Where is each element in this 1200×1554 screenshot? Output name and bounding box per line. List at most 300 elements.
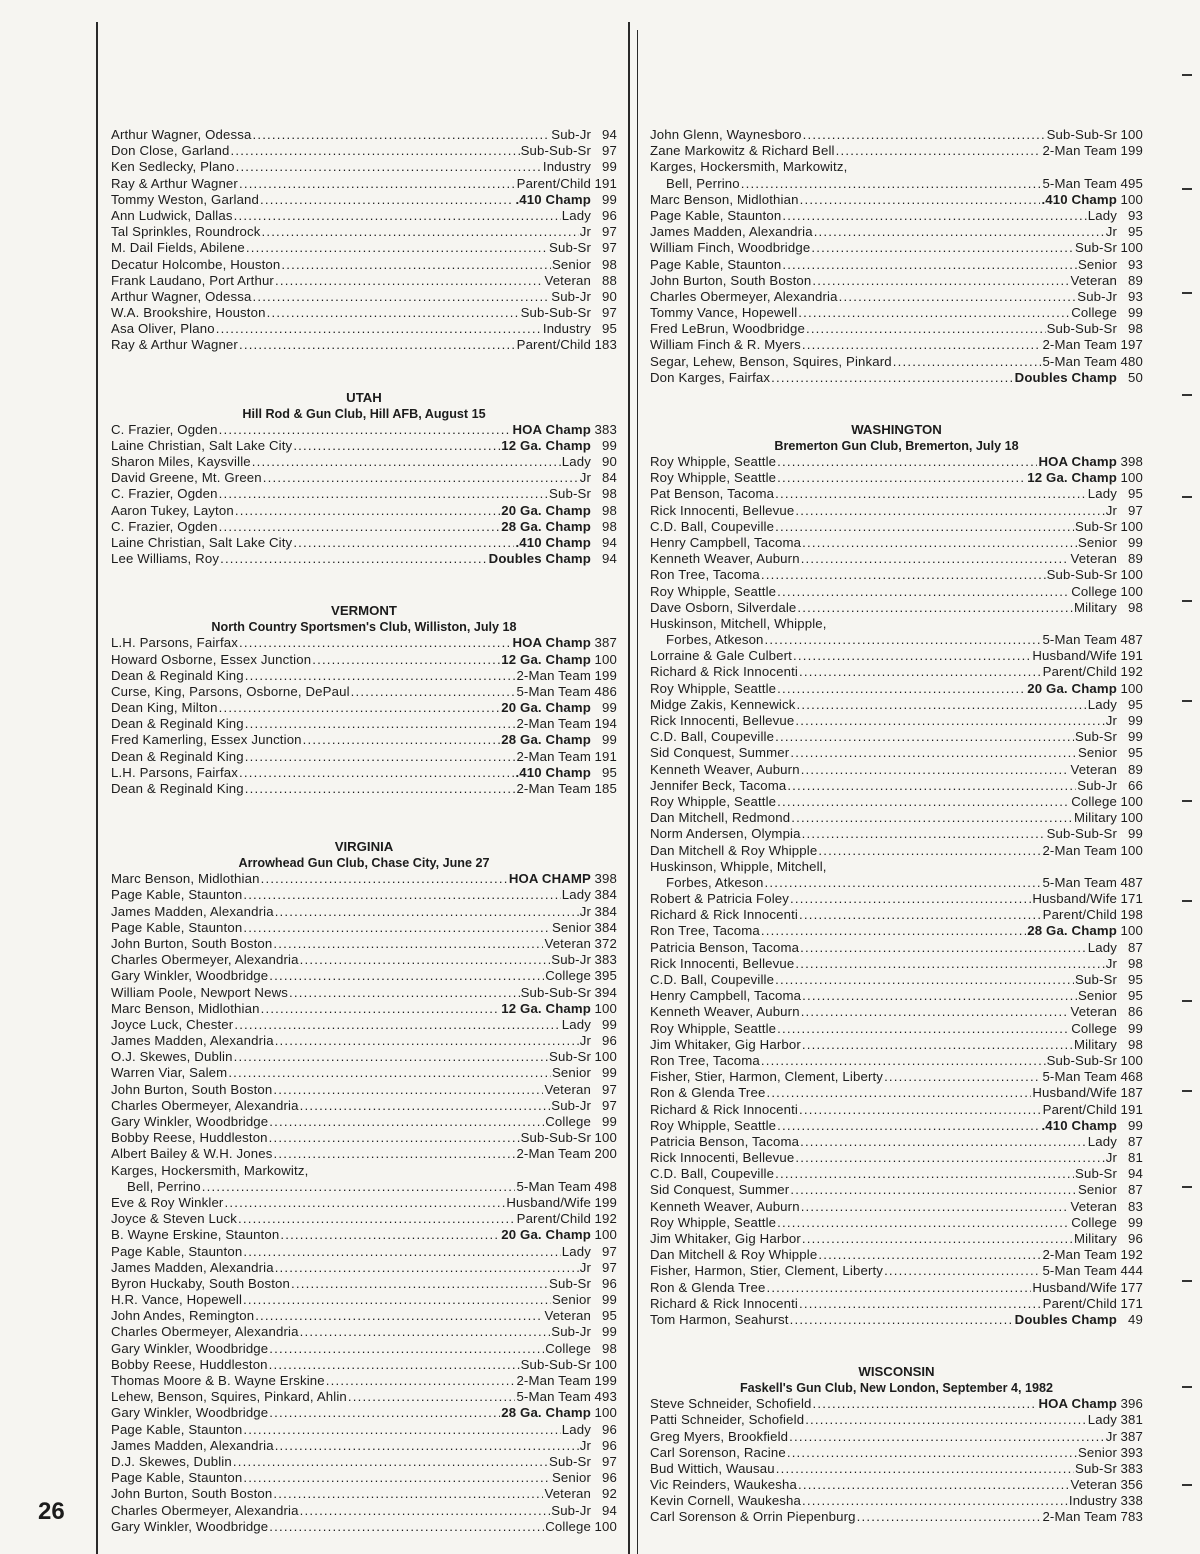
score-value: 398 bbox=[594, 871, 617, 887]
shooter-name: Richard & Rick Innocenti bbox=[650, 1101, 798, 1117]
result-row bbox=[650, 1429, 1143, 1445]
result-row bbox=[650, 1280, 1143, 1296]
dot-leader bbox=[326, 1373, 516, 1389]
shooter-name: William Poole, Newport News bbox=[111, 984, 289, 1000]
event-class: Sub-Sr bbox=[1075, 1460, 1117, 1476]
event-class: Sub-Sub-Sr bbox=[1046, 826, 1117, 842]
dot-leader bbox=[236, 159, 542, 175]
shooter-name: Fred LeBrun, Woodbridge bbox=[650, 321, 805, 337]
event-class: Senior bbox=[1077, 534, 1117, 550]
shooter-name: Arthur Wagner, Odessa bbox=[111, 127, 252, 142]
event-class: Jr bbox=[579, 1437, 591, 1453]
event-class: Doubles Champ bbox=[488, 551, 591, 567]
virginia-continued-list bbox=[650, 127, 1143, 386]
event-class: College bbox=[1071, 583, 1117, 599]
dot-leader bbox=[273, 1146, 515, 1162]
shooter-name: Vic Reinders, Waukesha bbox=[650, 1477, 797, 1493]
shooter-name: Karges, Hockersmith, Markowitz, bbox=[111, 1162, 309, 1178]
event-class: .410 Champ bbox=[515, 534, 591, 550]
shooter-name: Curse, King, Parsons, Osborne, DePaul bbox=[111, 683, 350, 699]
result-row bbox=[111, 535, 617, 551]
event-class: Veteran bbox=[544, 272, 591, 288]
shooter-name: Byron Huckaby, South Boston bbox=[111, 1275, 291, 1291]
event-class: College bbox=[1071, 305, 1117, 321]
state-heading-wisconsin: WISCONSIN bbox=[858, 1364, 935, 1380]
score-value: 183 bbox=[594, 337, 617, 353]
result-row bbox=[111, 936, 617, 952]
dot-leader bbox=[243, 920, 551, 936]
score-value: 94 bbox=[1128, 1166, 1143, 1182]
result-row bbox=[111, 1324, 617, 1340]
dot-leader bbox=[799, 907, 1042, 923]
score-value: 96 bbox=[1128, 1231, 1143, 1246]
shooter-name: William Finch, Woodbridge bbox=[650, 240, 811, 256]
event-class: College bbox=[545, 1340, 591, 1356]
score-value: 97 bbox=[602, 305, 617, 321]
dot-leader bbox=[802, 1231, 1073, 1247]
score-value: 191 bbox=[594, 748, 617, 764]
result-row bbox=[111, 732, 617, 748]
event-class: 12 Ga. Champ bbox=[501, 437, 591, 453]
score-value: 94 bbox=[602, 534, 617, 550]
utah-section bbox=[111, 390, 617, 568]
shooter-name: Marc Benson, Midlothian bbox=[111, 1000, 260, 1016]
result-row bbox=[111, 1470, 617, 1486]
event-class: 12 Ga. Champ bbox=[1027, 470, 1117, 486]
result-row bbox=[650, 1509, 1143, 1525]
result-row bbox=[650, 648, 1143, 664]
result-row bbox=[650, 875, 1143, 891]
event-class: Sub-Sr bbox=[549, 1275, 591, 1291]
score-value: 100 bbox=[1120, 127, 1143, 142]
result-row bbox=[650, 1263, 1143, 1279]
result-row bbox=[650, 681, 1143, 697]
dot-leader bbox=[777, 584, 1070, 600]
dot-leader bbox=[245, 716, 516, 732]
score-value: 89 bbox=[1128, 272, 1143, 288]
result-row bbox=[111, 176, 617, 192]
event-class: Jr bbox=[1105, 502, 1117, 518]
dot-leader bbox=[797, 600, 1073, 616]
result-row bbox=[650, 240, 1143, 256]
dot-leader bbox=[234, 1017, 560, 1033]
shooter-name: John Burton, South Boston bbox=[111, 1486, 273, 1502]
result-row bbox=[111, 952, 617, 968]
dot-leader bbox=[775, 486, 1087, 502]
event-class: 2-Man Team bbox=[1042, 1509, 1117, 1525]
shooter-name: Roy Whipple, Seattle bbox=[650, 583, 777, 599]
event-class: Jr bbox=[579, 224, 591, 240]
event-class: Senior bbox=[1077, 1444, 1117, 1460]
shooter-name: John Burton, South Boston bbox=[650, 272, 812, 288]
event-class: 2-Man Team bbox=[1042, 143, 1117, 159]
dot-leader bbox=[261, 1001, 501, 1017]
shooter-name: Rick Innocenti, Bellevue bbox=[650, 713, 795, 728]
score-value: 100 bbox=[594, 1000, 617, 1016]
event-class: HOA Champ bbox=[1038, 1396, 1117, 1412]
score-value: 93 bbox=[1128, 256, 1143, 272]
result-row bbox=[111, 700, 617, 716]
result-row bbox=[650, 1461, 1143, 1477]
dot-leader bbox=[802, 337, 1042, 353]
dot-leader bbox=[231, 143, 520, 159]
event-class: 2-Man Team bbox=[1042, 842, 1117, 858]
score-value: 468 bbox=[1120, 1069, 1143, 1085]
event-class: Veteran bbox=[544, 935, 591, 951]
result-row bbox=[111, 224, 617, 240]
result-row bbox=[111, 749, 617, 765]
shooter-name: Jim Whitaker, Gig Harbor bbox=[650, 1231, 801, 1246]
result-row bbox=[650, 257, 1143, 273]
dot-leader bbox=[233, 1454, 548, 1470]
shooter-name: Charles Obermeyer, Alexandria bbox=[111, 1097, 299, 1113]
dot-leader bbox=[243, 1244, 560, 1260]
dot-leader bbox=[801, 551, 1070, 567]
event-class: Sub-Sub-Sr bbox=[1046, 567, 1117, 583]
shooter-name: Richard & Rick Innocenti bbox=[650, 1295, 798, 1311]
dot-leader bbox=[245, 668, 516, 684]
event-class: Sub-Sub-Sr bbox=[520, 984, 591, 1000]
event-class: Industry bbox=[1068, 1493, 1117, 1509]
result-row bbox=[650, 159, 1143, 175]
dot-leader bbox=[275, 273, 544, 289]
shooter-name: Pat Benson, Tacoma bbox=[650, 486, 775, 502]
event-class: 5-Man Team bbox=[516, 1389, 591, 1405]
state-heading-vermont: VERMONT bbox=[331, 603, 397, 619]
shooter-name: Huskinson, Whipple, Mitchell, bbox=[650, 858, 827, 874]
result-row bbox=[650, 567, 1143, 583]
event-class: 2-Man Team bbox=[516, 781, 591, 796]
dot-leader bbox=[312, 652, 500, 668]
margin-tick-mark bbox=[1182, 394, 1192, 396]
score-value: 86 bbox=[1128, 1004, 1143, 1020]
score-value: 398 bbox=[1120, 454, 1143, 469]
dot-leader bbox=[234, 1049, 548, 1065]
score-value: 100 bbox=[1120, 923, 1143, 939]
washington-results-list bbox=[650, 454, 1143, 1328]
shooter-name: Dean King, Milton bbox=[111, 700, 218, 716]
result-row bbox=[111, 1276, 617, 1292]
score-value: 383 bbox=[594, 421, 617, 437]
dot-leader bbox=[801, 762, 1070, 778]
event-class: Military bbox=[1074, 1036, 1117, 1052]
score-value: 100 bbox=[594, 1405, 617, 1421]
result-row bbox=[650, 810, 1143, 826]
shooter-name: W.A. Brookshire, Houston bbox=[111, 305, 266, 321]
dot-leader bbox=[790, 1312, 1014, 1328]
dot-leader bbox=[884, 1263, 1041, 1279]
shooter-name: Patricia Benson, Tacoma bbox=[650, 939, 800, 955]
event-class: Husband/Wife bbox=[1032, 1085, 1117, 1101]
result-row bbox=[650, 632, 1143, 648]
shooter-name: Rick Innocenti, Bellevue bbox=[650, 502, 795, 518]
margin-tick-mark bbox=[1182, 600, 1192, 602]
shooter-name: James Madden, Alexandria bbox=[111, 903, 274, 919]
margin-tick-mark bbox=[1182, 74, 1192, 76]
result-row bbox=[650, 923, 1143, 939]
event-class: Sub-Sr bbox=[1075, 1166, 1117, 1182]
event-class: .410 Champ bbox=[1041, 1117, 1117, 1133]
shooter-name: Warren Viar, Salem bbox=[111, 1065, 228, 1081]
result-row bbox=[650, 826, 1143, 842]
event-class: Sub-Jr bbox=[551, 1324, 591, 1340]
shooter-name: Page Kable, Staunton bbox=[650, 256, 782, 272]
result-row bbox=[650, 305, 1143, 321]
shooter-name: C.D. Ball, Coupeville bbox=[650, 1166, 775, 1182]
shooter-name: H.R. Vance, Hopewell bbox=[111, 1292, 243, 1308]
result-row bbox=[111, 1503, 617, 1519]
score-value: 97 bbox=[1128, 502, 1143, 518]
event-class: Sub-Jr bbox=[551, 1097, 591, 1113]
result-row bbox=[111, 1244, 617, 1260]
result-row bbox=[111, 159, 617, 175]
event-class: Jr bbox=[1105, 955, 1117, 971]
score-value: 387 bbox=[594, 635, 617, 651]
result-row bbox=[650, 1053, 1143, 1069]
score-value: 480 bbox=[1120, 353, 1143, 369]
shooter-name: Roy Whipple, Seattle bbox=[650, 454, 777, 469]
dot-leader bbox=[243, 1292, 551, 1308]
score-value: 493 bbox=[594, 1389, 617, 1405]
event-class: Husband/Wife bbox=[1032, 1279, 1117, 1295]
dot-leader bbox=[300, 1098, 551, 1114]
event-class: 12 Ga. Champ bbox=[501, 651, 591, 667]
shooter-name: Ann Ludwick, Dallas bbox=[111, 207, 233, 223]
vermont-section bbox=[111, 603, 617, 797]
dot-leader bbox=[799, 1296, 1042, 1312]
score-value: 191 bbox=[1120, 1101, 1143, 1117]
event-class: Parent/Child bbox=[1042, 907, 1117, 923]
result-row bbox=[111, 1017, 617, 1033]
event-class: Sub-Sub-Sr bbox=[520, 143, 591, 159]
event-class: Industry bbox=[542, 321, 591, 337]
event-class: 5-Man Team bbox=[1042, 175, 1117, 191]
shooter-name: Laine Christian, Salt Lake City bbox=[111, 437, 293, 453]
shooter-name: Frank Laudano, Port Arthur bbox=[111, 272, 274, 288]
score-value: 100 bbox=[1120, 810, 1143, 826]
event-class: Lady bbox=[561, 1243, 591, 1259]
shooter-name: Roy Whipple, Seattle bbox=[650, 680, 777, 696]
event-class: Veteran bbox=[1070, 761, 1117, 777]
result-row bbox=[111, 519, 617, 535]
event-class: Lady bbox=[561, 887, 591, 903]
result-row bbox=[650, 697, 1143, 713]
shooter-name: Tom Harmon, Seahurst bbox=[650, 1311, 789, 1327]
score-value: 93 bbox=[1128, 207, 1143, 223]
result-row bbox=[111, 1405, 617, 1421]
result-row bbox=[111, 684, 617, 700]
result-row bbox=[650, 1102, 1143, 1118]
result-row bbox=[650, 616, 1143, 632]
score-value: 94 bbox=[602, 551, 617, 567]
virginia-results-list bbox=[111, 871, 617, 1535]
event-class: Veteran bbox=[544, 1486, 591, 1502]
event-class: Sub-Jr bbox=[551, 127, 591, 142]
event-class: Sub-Jr bbox=[551, 952, 591, 968]
shooter-name: Tal Sprinkles, Roundrock bbox=[111, 224, 261, 240]
dot-leader bbox=[228, 1065, 551, 1081]
event-class: Lady bbox=[1087, 1133, 1117, 1149]
result-row bbox=[650, 1199, 1143, 1215]
dot-leader bbox=[300, 952, 551, 968]
result-row bbox=[650, 584, 1143, 600]
event-class: Jr bbox=[579, 903, 591, 919]
dot-leader bbox=[219, 486, 548, 502]
dot-leader bbox=[791, 810, 1073, 826]
score-value: 98 bbox=[602, 518, 617, 534]
event-class: Lady bbox=[561, 207, 591, 223]
dot-leader bbox=[219, 700, 501, 716]
result-row bbox=[650, 127, 1143, 143]
event-class: Jr bbox=[1105, 1150, 1117, 1166]
result-row bbox=[650, 535, 1143, 551]
score-value: 192 bbox=[1120, 1247, 1143, 1263]
result-row bbox=[650, 859, 1143, 875]
shooter-name: Eve & Roy Winkler bbox=[111, 1194, 224, 1210]
event-class: 2-Man Team bbox=[1042, 1247, 1117, 1263]
score-value: 87 bbox=[1128, 939, 1143, 955]
score-value: 98 bbox=[602, 486, 617, 502]
club-heading-utah: Hill Rod & Gun Club, Hill AFB, August 15 bbox=[242, 406, 486, 421]
score-value: 89 bbox=[1128, 761, 1143, 777]
event-class: .410 Champ bbox=[515, 764, 591, 780]
result-row bbox=[111, 635, 617, 651]
result-row bbox=[650, 600, 1143, 616]
result-row bbox=[650, 224, 1143, 240]
shooter-name: Page Kable, Staunton bbox=[111, 887, 243, 903]
event-class: College bbox=[545, 968, 591, 984]
dot-leader bbox=[814, 224, 1105, 240]
event-class: 5-Man Team bbox=[1042, 1263, 1117, 1279]
result-row bbox=[111, 1065, 617, 1081]
margin-tick-mark bbox=[1182, 1000, 1192, 1002]
dot-leader bbox=[273, 1082, 543, 1098]
shooter-name: Dan Mitchell & Roy Whipple bbox=[650, 842, 818, 858]
score-value: 95 bbox=[602, 321, 617, 337]
shooter-name: Gary Winkler, Woodbridge bbox=[111, 968, 269, 984]
result-row bbox=[111, 127, 617, 143]
dot-leader bbox=[261, 224, 578, 240]
virginia-section bbox=[111, 839, 617, 1535]
result-row bbox=[650, 1134, 1143, 1150]
dot-leader bbox=[765, 875, 1042, 891]
shooter-name: Kenneth Weaver, Auburn bbox=[650, 761, 800, 777]
result-row bbox=[111, 240, 617, 256]
score-value: 96 bbox=[602, 1275, 617, 1291]
shooter-name: Roy Whipple, Seattle bbox=[650, 1117, 777, 1133]
event-class: 5-Man Team bbox=[516, 683, 591, 699]
result-row bbox=[650, 1412, 1143, 1428]
event-class: Sub-Jr bbox=[1077, 288, 1117, 304]
dot-leader bbox=[777, 1215, 1070, 1231]
event-class: Husband/Wife bbox=[1032, 648, 1117, 664]
dot-leader bbox=[802, 988, 1077, 1004]
dot-leader bbox=[777, 1118, 1040, 1134]
event-class: Doubles Champ bbox=[1014, 369, 1117, 385]
event-class: Parent/Child bbox=[1042, 1101, 1117, 1117]
dot-leader bbox=[275, 1260, 579, 1276]
dot-leader bbox=[252, 127, 550, 143]
result-row bbox=[111, 257, 617, 273]
score-value: 95 bbox=[1128, 696, 1143, 712]
event-class: Sub-Sub-Sr bbox=[1046, 1052, 1117, 1068]
score-value: 90 bbox=[602, 288, 617, 304]
result-row bbox=[111, 1292, 617, 1308]
dot-leader bbox=[255, 1308, 543, 1324]
result-row bbox=[650, 745, 1143, 761]
result-row bbox=[650, 843, 1143, 859]
shooter-name: Norm Andersen, Olympia bbox=[650, 826, 801, 842]
dot-leader bbox=[793, 648, 1031, 664]
dot-leader bbox=[813, 1396, 1038, 1412]
score-value: 171 bbox=[1120, 1295, 1143, 1311]
score-value: 100 bbox=[594, 1518, 617, 1534]
score-value: 192 bbox=[594, 1211, 617, 1227]
dot-leader bbox=[800, 1134, 1087, 1150]
shooter-name: Marc Benson, Midlothian bbox=[111, 871, 260, 887]
shooter-name: Bobby Reese, Huddleston bbox=[111, 1356, 268, 1372]
event-class: .410 Champ bbox=[515, 191, 591, 207]
shooter-name: Ken Sedlecky, Plano bbox=[111, 159, 235, 175]
score-value: 191 bbox=[1120, 648, 1143, 664]
result-row bbox=[111, 470, 617, 486]
dot-leader bbox=[280, 1227, 500, 1243]
result-row bbox=[111, 422, 617, 438]
dot-leader bbox=[777, 794, 1070, 810]
result-row bbox=[111, 337, 617, 353]
shooter-name: Roy Whipple, Seattle bbox=[650, 793, 777, 809]
dot-leader bbox=[239, 765, 514, 781]
result-row bbox=[111, 1179, 617, 1195]
result-row bbox=[111, 1422, 617, 1438]
dot-leader bbox=[775, 1166, 1074, 1182]
result-row bbox=[111, 781, 617, 797]
shooter-name: Ron Tree, Tacoma bbox=[650, 1052, 760, 1068]
result-row bbox=[111, 1454, 617, 1470]
score-value: 99 bbox=[602, 191, 617, 207]
event-class: Senior bbox=[1077, 1182, 1117, 1198]
event-class: HOA Champ bbox=[512, 421, 591, 437]
dot-leader bbox=[775, 729, 1074, 745]
dot-leader bbox=[798, 305, 1070, 321]
shooter-name: Charles Obermeyer, Alexandria bbox=[111, 1502, 299, 1518]
shooter-name: Asa Oliver, Plano bbox=[111, 321, 215, 337]
shooter-name: C.D. Ball, Coupeville bbox=[650, 729, 775, 745]
result-row bbox=[650, 1085, 1143, 1101]
dot-leader bbox=[893, 354, 1042, 370]
result-row bbox=[111, 887, 617, 903]
shooter-name: Forbes, Atkeson bbox=[666, 632, 764, 648]
event-class: Sub-Sr bbox=[549, 1453, 591, 1469]
result-row bbox=[111, 1389, 617, 1405]
score-value: 100 bbox=[1120, 240, 1143, 256]
dot-leader bbox=[243, 1470, 551, 1486]
margin-tick-mark bbox=[1182, 700, 1192, 702]
shooter-name: Sid Conquest, Summer bbox=[650, 1182, 790, 1198]
margin-tick-mark bbox=[1182, 1280, 1192, 1282]
shooter-name: Kenneth Weaver, Auburn bbox=[650, 1198, 800, 1214]
score-value: 194 bbox=[594, 716, 617, 732]
score-value: 99 bbox=[602, 1065, 617, 1081]
event-class: Senior bbox=[1077, 988, 1117, 1004]
result-row bbox=[650, 762, 1143, 778]
shooter-name: Kenneth Weaver, Auburn bbox=[650, 1004, 800, 1020]
dot-leader bbox=[777, 1021, 1070, 1037]
event-class: 28 Ga. Champ bbox=[501, 518, 591, 534]
dot-leader bbox=[801, 1199, 1070, 1215]
result-row bbox=[650, 778, 1143, 794]
dot-leader bbox=[293, 535, 514, 551]
